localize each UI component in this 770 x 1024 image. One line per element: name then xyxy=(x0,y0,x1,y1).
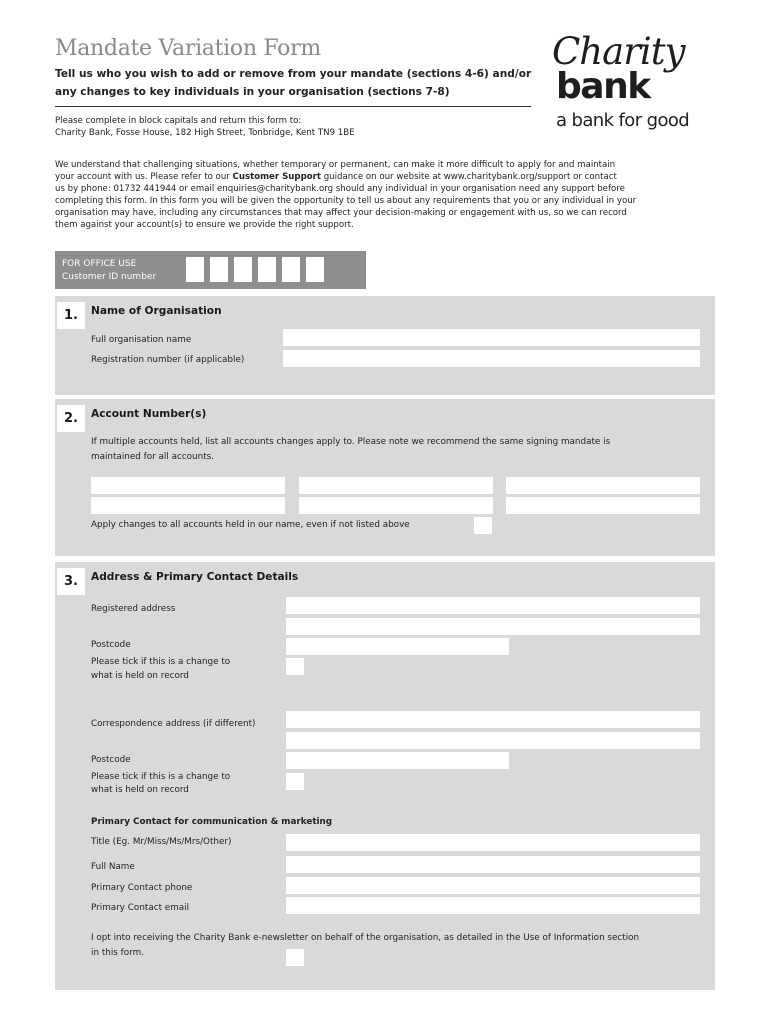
accounts-note-line-1: If multiple accounts held, list all accounts changes apply to. Please note we recommend the same signing mandate is xyxy=(91,437,611,447)
intro-line-6: them against your account(s) to ensure we provide the right support. xyxy=(55,220,354,230)
account-number-input-6[interactable] xyxy=(506,497,700,514)
subtitle-line-1: Tell us who you wish to add or remove from your mandate (sections 4-6) and/or xyxy=(55,68,532,80)
account-number-input-2[interactable] xyxy=(299,477,493,494)
correspondence-address-label: Correspondence address (if different) xyxy=(91,719,256,729)
newsletter-optin-line-1: I opt into receiving the Charity Bank e-newsletter on behalf of the organisation, as detailed in the Use of Information section xyxy=(91,933,640,943)
contact-phone-input[interactable] xyxy=(286,877,700,894)
apply-all-accounts-label: Apply changes to all accounts held in our name, even if not listed above xyxy=(91,520,410,530)
correspondence-address-input-1[interactable] xyxy=(286,711,700,728)
registered-address-label: Registered address xyxy=(91,604,176,614)
accounts-note-line-2: maintained for all accounts. xyxy=(91,452,215,462)
customer-id-digit-4[interactable] xyxy=(258,257,276,282)
intro-line-2-start: your account with us. Please refer to our xyxy=(55,172,233,182)
customer-id-digit-2[interactable] xyxy=(210,257,228,282)
section-3-number: 3. xyxy=(57,568,85,595)
registered-address-change-checkbox[interactable] xyxy=(286,658,304,675)
intro-line-3: us by phone: 01732 441944 or email enquiries@charitybank.org should any individual in your organisation need any support before xyxy=(55,184,625,194)
section-3-title: Address & Primary Contact Details xyxy=(91,571,299,583)
customer-id-digit-3[interactable] xyxy=(234,257,252,282)
section-1-number: 1. xyxy=(57,302,85,329)
contact-email-input[interactable] xyxy=(286,897,700,914)
office-use-label: FOR OFFICE USE xyxy=(62,259,137,269)
intro-line-1: We understand that challenging situations, whether temporary or permanent, can make it more difficult to apply for and maintain xyxy=(55,160,616,170)
customer-support-text: Customer Support xyxy=(232,172,321,182)
account-number-input-4[interactable] xyxy=(91,497,285,514)
account-number-input-1[interactable] xyxy=(91,477,285,494)
intro-line-2-end: guidance on our website at www.charitybank.org/support or contact xyxy=(320,172,617,182)
form-title: Mandate Variation Form xyxy=(55,36,321,61)
newsletter-optin-line-2: in this form. xyxy=(91,948,144,958)
primary-contact-heading: Primary Contact for communication & marketing xyxy=(91,817,333,827)
newsletter-optin-checkbox[interactable] xyxy=(286,949,304,966)
intro-line-5: organisation may have, including any circumstances that may affect your decision-making or engagement with us, so we can record xyxy=(55,208,627,218)
return-address: Charity Bank, Fosse House, 182 High Street, Tonbridge, Kent TN9 1BE xyxy=(55,128,355,138)
customer-id-label: Customer ID number xyxy=(62,272,157,282)
full-organisation-name-input[interactable] xyxy=(283,329,700,346)
logo-word-bank: bank xyxy=(556,66,650,107)
registration-number-label: Registration number (if applicable) xyxy=(91,355,245,365)
customer-id-digit-6[interactable] xyxy=(306,257,324,282)
contact-full-name-label: Full Name xyxy=(91,862,135,872)
registered-change-label-1: Please tick if this is a change to xyxy=(91,657,231,667)
registered-postcode-label: Postcode xyxy=(91,640,131,650)
account-number-input-5[interactable] xyxy=(299,497,493,514)
full-organisation-name-label: Full organisation name xyxy=(91,335,192,345)
customer-id-digit-1[interactable] xyxy=(186,257,204,282)
contact-title-input[interactable] xyxy=(286,834,700,851)
correspondence-address-input-2[interactable] xyxy=(286,732,700,749)
registered-postcode-input[interactable] xyxy=(286,638,509,655)
section-2-number: 2. xyxy=(57,405,85,432)
section-1-title: Name of Organisation xyxy=(91,305,222,317)
logo-tagline: a bank for good xyxy=(556,110,690,131)
intro-line-2 xyxy=(55,171,617,183)
title-divider xyxy=(55,106,531,107)
correspondence-postcode-input[interactable] xyxy=(286,752,509,769)
registered-address-input-1[interactable] xyxy=(286,597,700,614)
registered-address-input-2[interactable] xyxy=(286,618,700,635)
logo-word-charity: Charity xyxy=(552,30,685,73)
correspondence-address-change-checkbox[interactable] xyxy=(286,773,304,790)
return-instruction: Please complete in block capitals and return this form to: xyxy=(55,116,302,126)
contact-phone-label: Primary Contact phone xyxy=(91,883,193,893)
registered-change-label-2: what is held on record xyxy=(91,671,189,681)
contact-title-label: Title (Eg. Mr/Miss/Ms/Mrs/Other) xyxy=(91,837,232,847)
account-number-input-3[interactable] xyxy=(506,477,700,494)
contact-email-label: Primary Contact email xyxy=(91,903,190,913)
registration-number-input[interactable] xyxy=(283,350,700,367)
section-2-title: Account Number(s) xyxy=(91,408,207,420)
customer-id-digit-5[interactable] xyxy=(282,257,300,282)
intro-line-4: completing this form. In this form you will be given the opportunity to tell us about any requirements that you or any individual in your xyxy=(55,196,637,206)
correspondence-change-label-1: Please tick if this is a change to xyxy=(91,772,231,782)
subtitle-line-2: any changes to key individuals in your organisation (sections 7-8) xyxy=(55,86,450,98)
contact-full-name-input[interactable] xyxy=(286,856,700,873)
correspondence-postcode-label: Postcode xyxy=(91,755,131,765)
apply-all-accounts-checkbox[interactable] xyxy=(474,517,492,534)
correspondence-change-label-2: what is held on record xyxy=(91,785,189,795)
